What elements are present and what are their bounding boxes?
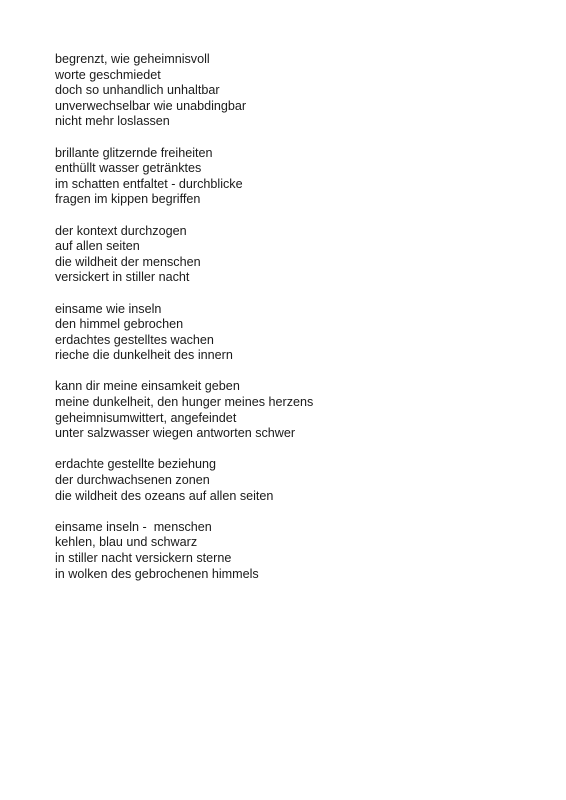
poem-line: die wildheit der menschen (55, 254, 201, 269)
poem-line: einsame wie inseln (55, 301, 162, 316)
poem-line: meine dunkelheit, den hunger meines herzens (55, 395, 314, 410)
poem-body (55, 52, 535, 598)
poem-line: der durchwachsenen zonen (55, 473, 210, 488)
poem-line: einsame inseln - menschen (55, 519, 212, 534)
stanza-2 (55, 146, 535, 208)
poem-line: enthüllt wasser getränktes (55, 161, 202, 176)
poem-line: im schatten entfaltet - durchblicke (55, 176, 243, 191)
stanza-7 (55, 520, 535, 582)
poem-line: begrenzt, wie geheimnisvoll (55, 52, 210, 66)
stanza-6 (55, 457, 535, 504)
poem-line: nicht mehr loslassen (55, 114, 170, 129)
poem-line: rieche die dunkelheit des innern (55, 348, 233, 363)
poem-line: geheimnisumwittert, angefeindet (55, 410, 237, 425)
poem-line: worte geschmiedet (55, 67, 161, 82)
poem-line: kann dir meine einsamkeit geben (55, 379, 240, 394)
stanza-1 (55, 52, 535, 130)
poem-line: kehlen, blau und schwarz (55, 535, 198, 550)
poem-line: auf allen seiten (55, 239, 140, 254)
poem-line: der kontext durchzogen (55, 223, 187, 238)
poem-line: doch so unhandlich unhaltbar (55, 83, 220, 98)
stanza-5 (55, 379, 535, 441)
poem-line: unverwechselbar wie unabdingbar (55, 98, 247, 113)
poem-line: erdachte gestellte beziehung (55, 457, 217, 472)
poem-line: versickert in stiller nacht (55, 270, 190, 285)
poem-line: fragen im kippen begriffen (55, 192, 201, 207)
poem-line: in stiller nacht versickern sterne (55, 551, 232, 565)
poem-line: den himmel gebrochen (55, 317, 184, 332)
poem-line: in wolken des gebrochenen himmels (55, 566, 259, 581)
stanza-4 (55, 302, 535, 364)
poem-line: brillante glitzernde freiheiten (55, 145, 213, 160)
poem-line: die wildheit des ozeans auf allen seiten (55, 488, 274, 503)
poem-line: unter salzwasser wiegen antworten schwer (55, 426, 296, 441)
stanza-3 (55, 224, 535, 286)
poem-line: erdachtes gestelltes wachen (55, 332, 214, 347)
